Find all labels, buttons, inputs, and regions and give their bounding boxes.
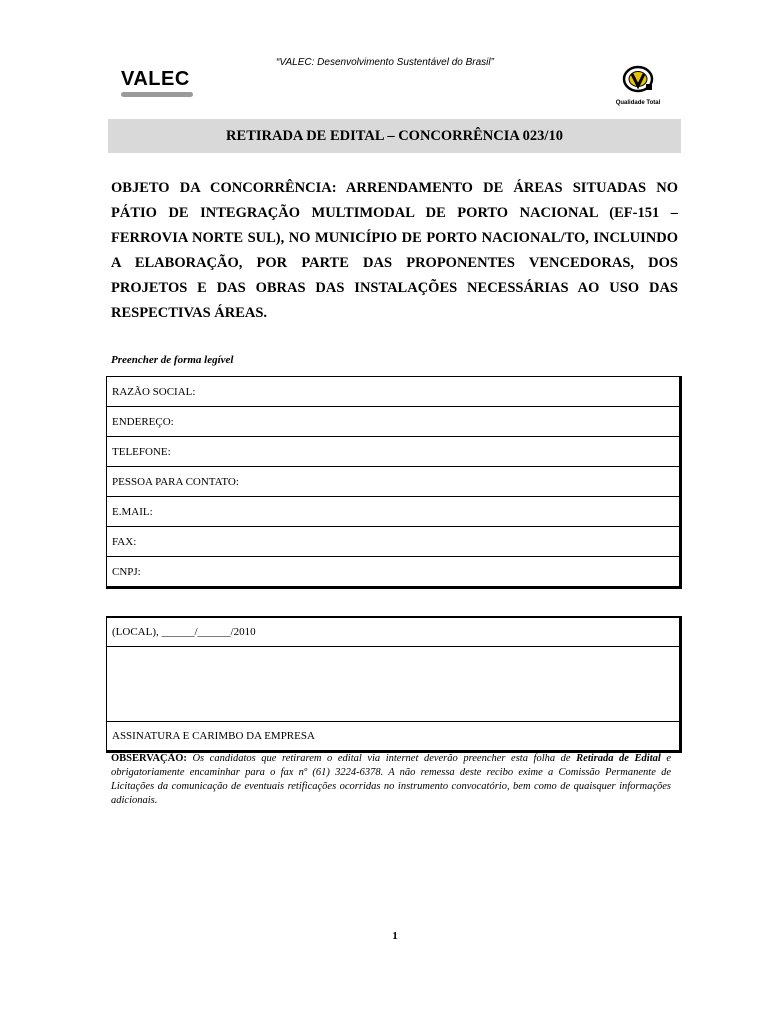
field-endereco[interactable]: ENDEREÇO: xyxy=(107,407,681,437)
valec-logo xyxy=(121,68,193,97)
page-number: 1 xyxy=(392,930,398,942)
field-fax[interactable]: FAX: xyxy=(107,527,681,557)
observation-text-2: e obrigatoriamente encaminhar para o fax nº (61) 3224-6378. A não remessa deste recibo exime a Comissão Permanente de Licitações da comunicação de eventuais retificações ocorridas no instrumento convocatório, bem como de quaisquer informações adicionais. xyxy=(111,753,672,806)
observation-text-1: Os candidatos que retirarem o edital via internet deverão preencher esta folha de xyxy=(192,753,571,764)
quality-caption: Qualidade Total xyxy=(615,100,661,106)
field-razao-social[interactable]: RAZÃO SOCIAL: xyxy=(107,377,681,407)
field-pessoa-contato[interactable]: PESSOA PARA CONTATO: xyxy=(107,467,681,497)
observation-label: OBSERVAÇÃO: xyxy=(111,753,187,764)
document-title: RETIRADA DE EDITAL – CONCORRÊNCIA 023/10 xyxy=(108,119,681,153)
logo-underline xyxy=(121,92,193,97)
quality-seal xyxy=(612,64,664,106)
field-telefone[interactable]: TELEFONE: xyxy=(107,437,681,467)
field-cnpj[interactable]: CNPJ: xyxy=(107,557,681,588)
observation-emphasis: Retirada de Edital xyxy=(576,753,661,764)
signature-box xyxy=(106,616,682,753)
logo-text: VALEC xyxy=(121,68,190,90)
fill-hint: Preencher de forma legível xyxy=(111,354,234,366)
header-tagline: “VALEC: Desenvolvimento Sustentável do Brasil” xyxy=(276,57,494,68)
company-form xyxy=(106,376,682,589)
local-date-field[interactable]: (LOCAL), ______/______/2010 xyxy=(107,617,681,647)
signature-label: ASSINATURA E CARIMBO DA EMPRESA xyxy=(107,722,681,752)
signature-area[interactable] xyxy=(107,647,681,722)
field-email[interactable]: E.MAIL: xyxy=(107,497,681,527)
observation-note xyxy=(111,752,671,808)
quality-seal-icon xyxy=(621,64,655,94)
objeto-paragraph: OBJETO DA CONCORRÊNCIA: ARRENDAMENTO DE ÁREAS SITUADAS NO PÁTIO DE INTEGRAÇÃO MULTIMODAL DE PORTO NACIONAL (EF-151 – FERROVIA NORTE SUL), NO MUNICÍPIO DE PORTO NACIONAL/TO, INCLUINDO A ELABORAÇÃO, POR PARTE DAS PROPONENTES VENCEDORAS, DOS PROJETOS E DAS OBRAS DAS INSTALAÇÕES NECESSÁRIAS AO USO DAS RESPECTIVAS ÁREAS. xyxy=(111,180,678,321)
